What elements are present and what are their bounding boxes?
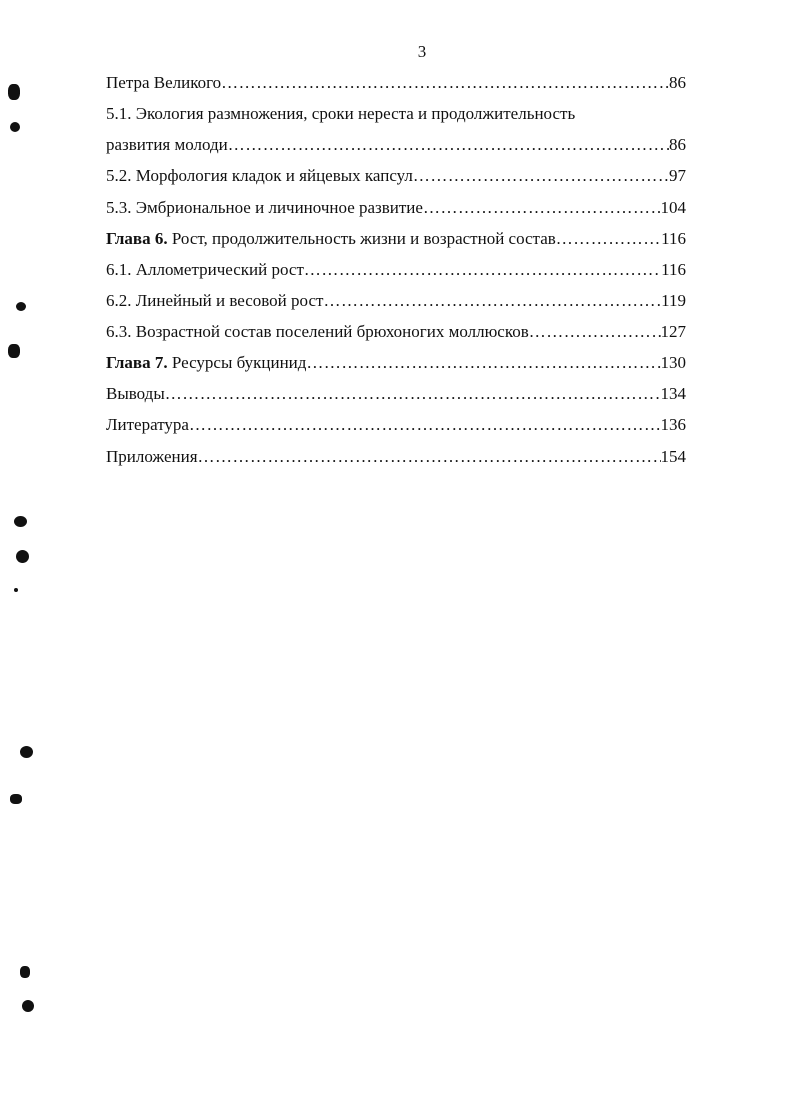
chapter-title: Рост, продолжительность жизни и возрастной состав — [167, 229, 556, 248]
toc-entry — [106, 197, 686, 219]
toc-entry — [106, 414, 686, 436]
toc-leader-dots — [189, 414, 661, 436]
toc-entry — [106, 259, 686, 281]
toc-entry — [106, 290, 686, 312]
toc-leader-dots — [304, 259, 661, 281]
toc-entry-page: 86 — [669, 135, 686, 154]
toc-entry-page: 154 — [660, 447, 686, 466]
toc-leader-dots — [221, 72, 669, 94]
toc-entry-page: 127 — [660, 322, 686, 341]
speck-mark — [8, 344, 20, 358]
speck-mark — [20, 966, 30, 978]
toc-entry — [106, 165, 686, 187]
toc-entry-title: развития молоди — [106, 135, 228, 154]
speck-mark — [8, 84, 20, 100]
toc-entry-title: Петра Великого — [106, 73, 222, 92]
toc-entry — [106, 321, 686, 343]
speck-mark — [14, 588, 18, 592]
speck-mark — [20, 746, 33, 758]
toc-entry-page: 130 — [660, 353, 686, 372]
toc-entry — [106, 134, 686, 156]
toc-entry-page: 119 — [661, 291, 686, 310]
speck-mark — [22, 1000, 34, 1012]
toc-entry-page: 104 — [660, 198, 686, 217]
toc-leader-dots — [228, 134, 669, 156]
toc-entry-page: 86 — [669, 73, 686, 92]
toc-entry-title: 5.1. Экология размножения, сроки нереста и продолжительность — [106, 104, 576, 123]
toc-entry-page: 134 — [660, 384, 686, 403]
speck-mark — [14, 516, 27, 527]
toc-entry — [106, 383, 686, 405]
toc-entry — [106, 103, 686, 125]
toc-entry-page: 116 — [661, 260, 686, 279]
toc-entry-title: 5.2. Морфология кладок и яйцевых капсул — [106, 166, 413, 185]
toc-entry-title: 6.3. Возрастной состав поселений брюхоногих моллюсков — [106, 322, 529, 341]
toc-entry-title: Литература — [106, 415, 189, 434]
chapter-label: Глава 6. — [106, 229, 168, 248]
toc-chapter-entry — [106, 228, 686, 250]
speck-mark — [10, 794, 22, 804]
toc-entry — [106, 72, 686, 94]
toc-entry-page: 116 — [661, 229, 686, 248]
toc-leader-dots — [556, 228, 661, 250]
toc-entry-page: 136 — [660, 415, 686, 434]
speck-mark — [10, 122, 20, 132]
toc-entry-title: Приложения — [106, 447, 198, 466]
toc-leader-dots — [165, 383, 661, 405]
toc-leader-dots — [413, 165, 669, 187]
chapter-title: Ресурсы букцинид — [167, 353, 307, 372]
toc-entry-title — [106, 352, 306, 374]
toc-leader-dots — [306, 352, 660, 374]
speck-mark — [16, 550, 29, 563]
toc-entry — [106, 446, 686, 468]
page-number: 3 — [417, 42, 427, 61]
toc-entry-title: 6.1. Аллометрический рост — [106, 260, 304, 279]
toc-leader-dots — [423, 197, 661, 219]
toc-entry-title: 6.2. Линейный и весовой рост — [106, 291, 324, 310]
toc-chapter-entry — [106, 352, 686, 374]
toc-entry-title — [106, 228, 556, 250]
toc-entry-title: 5.3. Эмбриональное и личиночное развитие — [106, 198, 423, 217]
toc-leader-dots — [529, 321, 661, 343]
toc-leader-dots — [323, 290, 661, 312]
chapter-label: Глава 7. — [106, 353, 168, 372]
toc-entry-title: Выводы — [106, 384, 165, 403]
toc-entry-page: 97 — [669, 166, 686, 185]
speck-mark — [16, 302, 26, 311]
toc-leader-dots — [198, 446, 661, 468]
